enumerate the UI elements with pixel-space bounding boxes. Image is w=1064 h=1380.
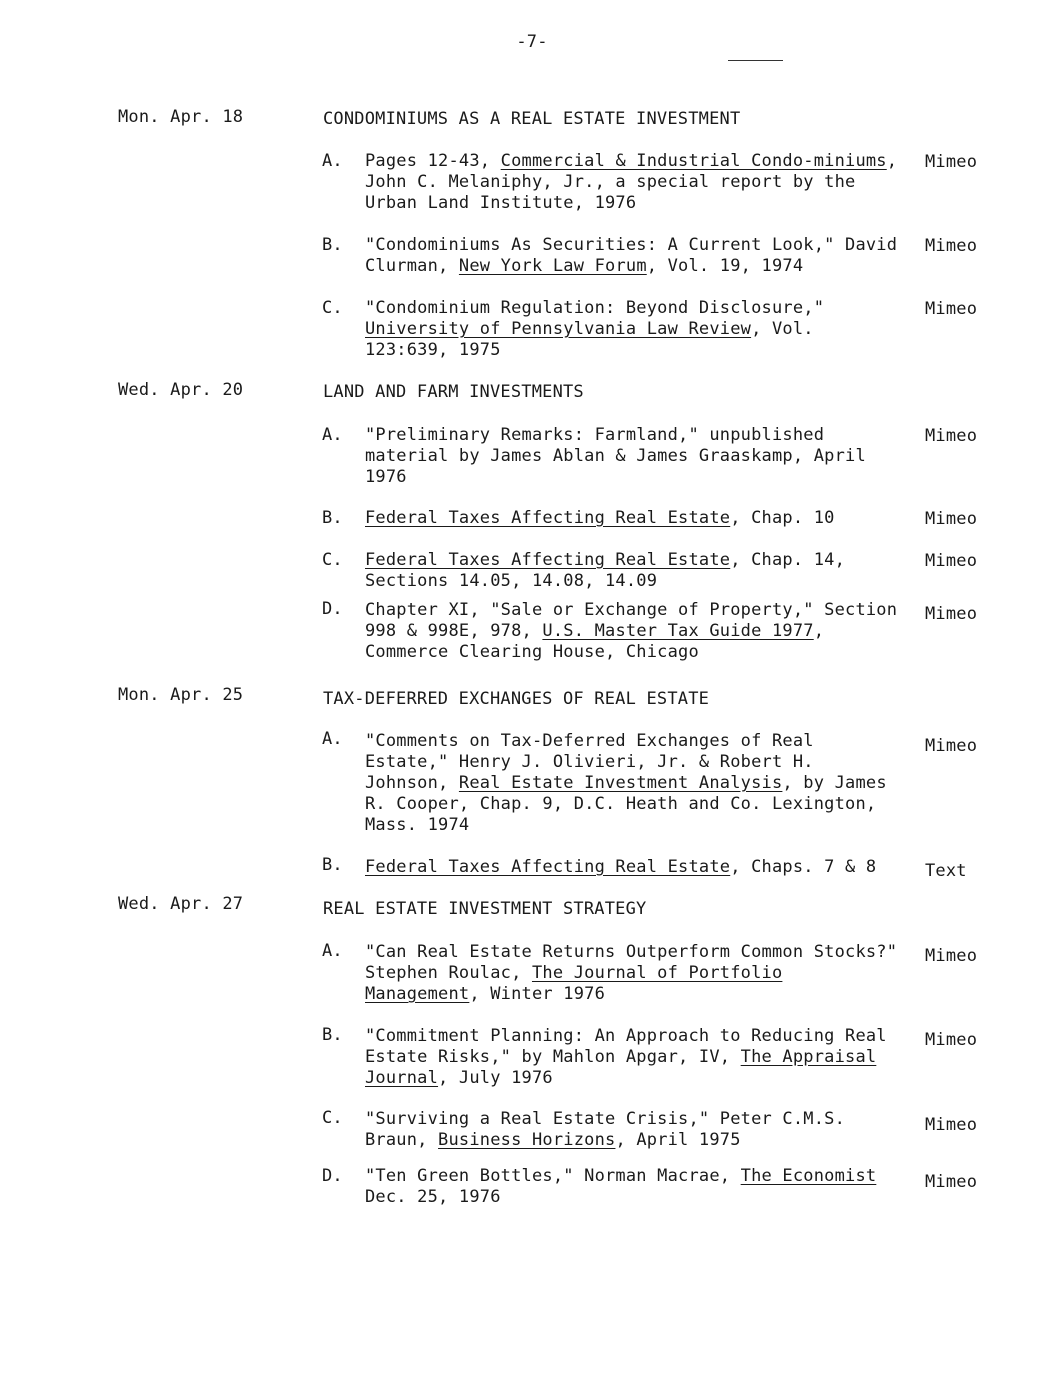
item-letter: C.: [322, 1108, 343, 1128]
source-label: Mimeo: [925, 1115, 978, 1135]
source-label: Mimeo: [925, 946, 978, 966]
reference-entry: "Condominium Regulation: Beyond Disclosure," University of Pennsylvania Law Review, Vol. 123:639, 1975: [365, 298, 825, 360]
reference-entry: "Ten Green Bottles," Norman Macrae, The Economist Dec. 25, 1976: [365, 1166, 877, 1207]
session-title: REAL ESTATE INVESTMENT STRATEGY: [323, 899, 647, 919]
source-label: Mimeo: [925, 299, 978, 319]
reference-entry: Chapter XI, "Sale or Exchange of Property," Section 998 & 998E, 978, U.S. Master Tax Guide 1977, Commerce Clearing House, Chicago: [365, 600, 898, 662]
item-letter: B.: [322, 508, 343, 528]
reference-entry: Federal Taxes Affecting Real Estate, Chaps. 7 & 8: [365, 857, 877, 877]
item-letter: C.: [322, 298, 343, 318]
reference-entry: "Comments on Tax-Deferred Exchanges of Real Estate," Henry J. Olivieri, Jr. & Robert H. Johnson, Real Estate Investment Analysis, by James R. Cooper, Chap. 9, D.C. Heath and Co. Lexington, Mass. 1974: [365, 731, 887, 835]
source-label: Mimeo: [925, 551, 978, 571]
reference-entry: "Condominiums As Securities: A Current Look," David Clurman, New York Law Forum, Vol. 19, 1974: [365, 235, 898, 276]
item-letter: A.: [322, 729, 343, 749]
item-letter: B.: [322, 235, 343, 255]
source-label: Text: [925, 861, 967, 881]
session-title: LAND AND FARM INVESTMENTS: [323, 382, 584, 402]
source-label: Mimeo: [925, 236, 978, 256]
session-date: Wed. Apr. 27: [118, 894, 244, 914]
session-date: Wed. Apr. 20: [118, 380, 244, 400]
reference-entry: Federal Taxes Affecting Real Estate, Chap. 10: [365, 508, 835, 528]
session-title: CONDOMINIUMS AS A REAL ESTATE INVESTMENT: [323, 109, 741, 129]
source-label: Mimeo: [925, 426, 978, 446]
source-label: Mimeo: [925, 1172, 978, 1192]
reference-entry: "Can Real Estate Returns Outperform Common Stocks?" Stephen Roulac, The Journal of Portfolio Management, Winter 1976: [365, 942, 898, 1004]
source-label: Mimeo: [925, 736, 978, 756]
session-date: Mon. Apr. 18: [118, 107, 244, 127]
source-label: Mimeo: [925, 604, 978, 624]
source-label: Mimeo: [925, 509, 978, 529]
item-letter: B.: [322, 855, 343, 875]
session-date: Mon. Apr. 25: [118, 685, 244, 705]
source-label: Mimeo: [925, 1030, 978, 1050]
reference-entry: Federal Taxes Affecting Real Estate, Chap. 14, Sections 14.05, 14.08, 14.09: [365, 550, 846, 591]
reference-entry: "Commitment Planning: An Approach to Reducing Real Estate Risks," by Mahlon Apgar, IV, The Appraisal Journal, July 1976: [365, 1026, 887, 1088]
page-number: -7-: [516, 32, 548, 52]
item-letter: D.: [322, 599, 343, 619]
reference-entry: "Surviving a Real Estate Crisis," Peter C.M.S. Braun, Business Horizons, April 1975: [365, 1109, 846, 1150]
header-rule: [728, 60, 783, 61]
item-letter: A.: [322, 151, 343, 171]
item-letter: A.: [322, 941, 343, 961]
session-title: TAX-DEFERRED EXCHANGES OF REAL ESTATE: [323, 689, 710, 709]
reference-entry: Pages 12-43, Commercial & Industrial Condo-miniums, John C. Melaniphy, Jr., a special report by the Urban Land Institute, 1976: [365, 151, 898, 213]
item-letter: C.: [322, 550, 343, 570]
source-label: Mimeo: [925, 152, 978, 172]
item-letter: D.: [322, 1166, 343, 1186]
reference-entry: "Preliminary Remarks: Farmland," unpublished material by James Ablan & James Graaskamp, April 1976: [365, 425, 866, 487]
item-letter: A.: [322, 425, 343, 445]
item-letter: B.: [322, 1025, 343, 1045]
